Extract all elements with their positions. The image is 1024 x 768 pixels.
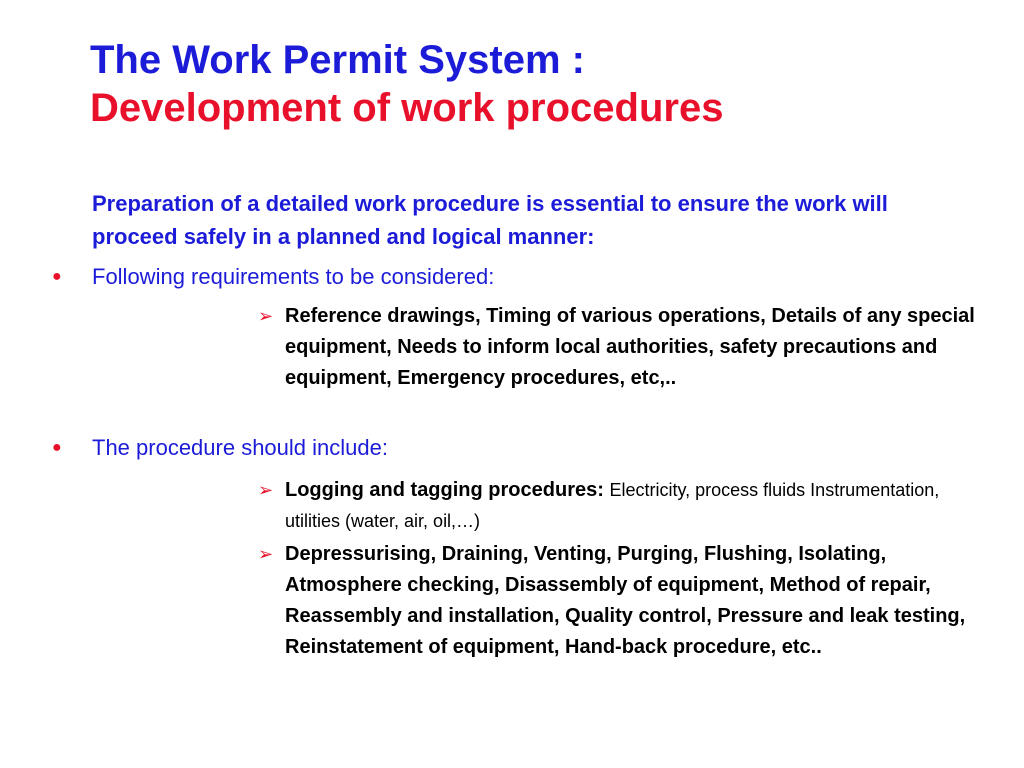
red-arrowhead-bullet-icon: ➢: [258, 544, 274, 564]
subitem-normal-text: Electricity, process fluids Instrumentation, utilities (water, air, oil,…): [285, 480, 940, 531]
bullet-label: Following requirements to be considered:: [92, 264, 495, 289]
red-dot-bullet-icon: ●: [52, 439, 62, 456]
subitem-requirements-list: [258, 301, 978, 394]
bullet-label: The procedure should include:: [92, 435, 388, 460]
red-arrowhead-bullet-icon: ➢: [258, 306, 274, 326]
subitem-logging-tagging: [258, 475, 978, 537]
intro-paragraph: Preparation of a detailed work procedure is essential to ensure the work will proceed safely in a planned and logical manner:: [92, 191, 888, 249]
subitem-bold-text: Reference drawings, Timing of various operations, Details of any special equipment, Needs to inform local authorities, safety precautions and equipment, Emergency procedures, etc,..: [285, 305, 975, 389]
slide-title: [90, 36, 990, 132]
title-line-1: The Work Permit System :: [90, 38, 585, 82]
subitem-procedure-steps: [258, 539, 978, 663]
red-arrowhead-bullet-icon: ➢: [258, 480, 274, 500]
title-line-2: Development of work procedures: [90, 86, 724, 130]
red-dot-bullet-icon: ●: [52, 268, 62, 285]
subitem-bold-text: Depressurising, Draining, Venting, Purging, Flushing, Isolating, Atmosphere checking, Disassembly of equipment, Method of repair, Reassembly and installation, Quality control, Pressure and leak testing, Reinstatement of equipment, Hand-back procedure, etc..: [285, 543, 966, 658]
subitem-bold-text: Logging and tagging procedures:: [285, 479, 604, 501]
